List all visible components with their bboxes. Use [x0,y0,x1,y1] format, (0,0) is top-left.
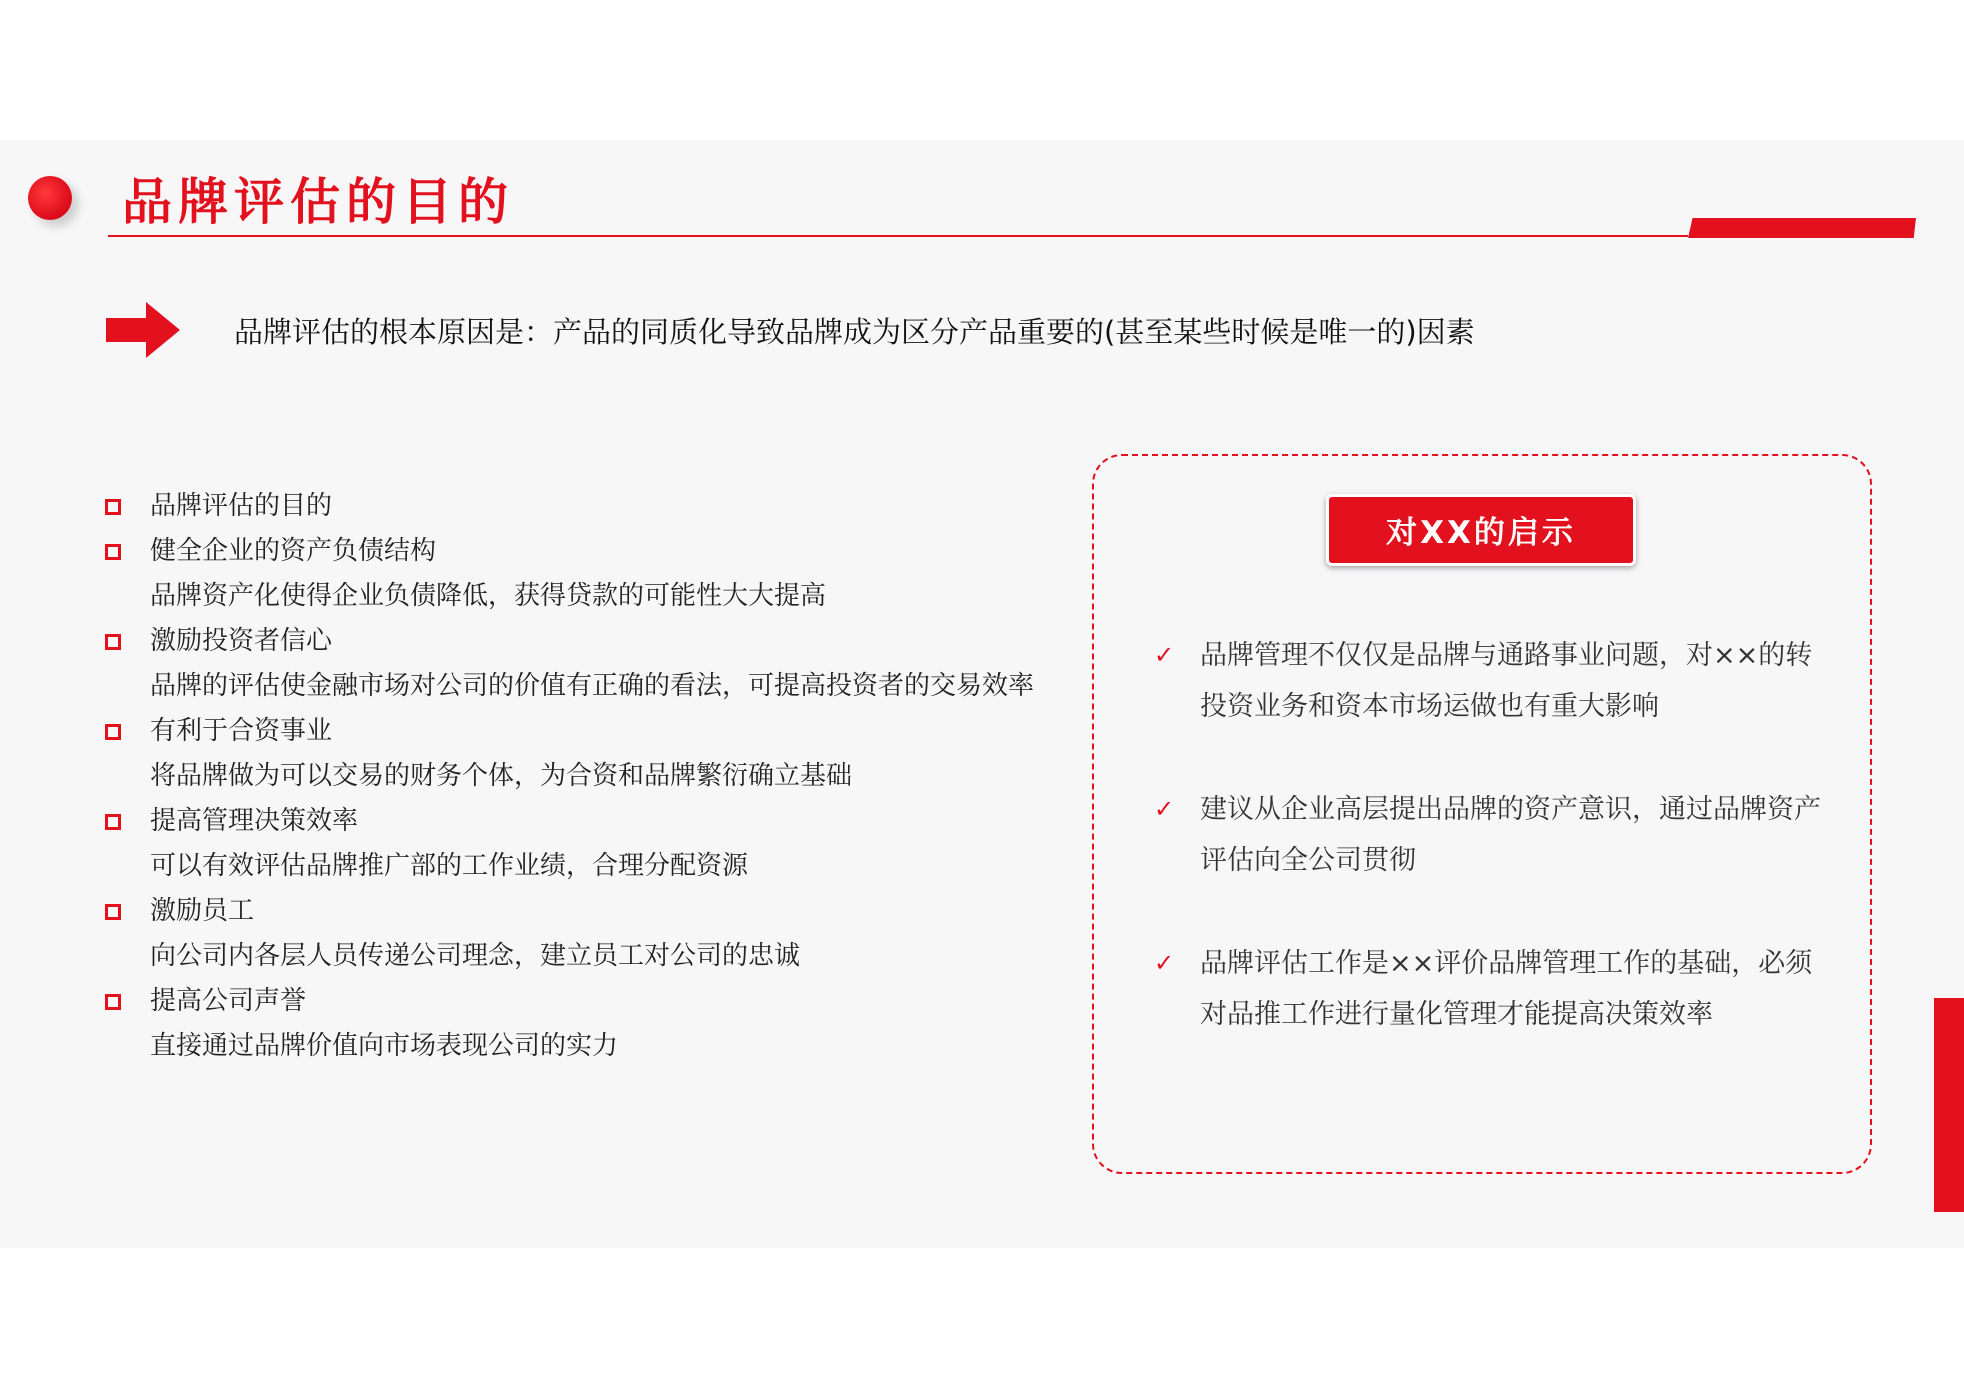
page-title: 品牌评估的目的 [122,173,514,231]
list-item-heading: 激励投资者信心 [150,626,333,656]
inspiration-point-text: 品牌管理不仅仅是品牌与通路事业问题，对××的转投资业务和资本市场运做也有重大影响 [1200,640,1813,722]
side-accent-tab [1934,998,1964,1212]
list-item-heading: 提高管理决策效率 [150,806,359,836]
list-item-description: 向公司内各层人员传递公司理念，建立员工对公司的忠诚 [150,941,801,971]
list-item-description: 直接通过品牌价值向市场表现公司的实力 [150,1031,619,1061]
slide [0,140,1964,1248]
check-icon: ✓ [1154,949,1175,977]
inspiration-point-text: 品牌评估工作是××评价品牌管理工作的基础，必须对品推工作进行量化管理才能提高决策效率 [1200,948,1813,1030]
title-dot-icon [28,176,72,220]
square-bullet-icon [105,544,121,560]
list-item-heading: 品牌评估的目的 [150,491,333,521]
purpose-list [100,484,1060,1069]
check-icon: ✓ [1154,641,1175,669]
check-icon: ✓ [1154,795,1175,823]
square-bullet-icon [105,634,121,650]
list-item [100,889,1060,979]
list-item-heading: 健全企业的资产负债结构 [150,536,437,566]
list-item-description: 品牌资产化使得企业负债降低，获得贷款的可能性大大提高 [150,581,827,611]
list-item [100,529,1060,619]
list-item-description: 品牌的评估使金融市场对公司的价值有正确的看法，可提高投资者的交易效率 [150,671,1035,701]
inspiration-point [1154,938,1834,1040]
list-item [100,799,1060,889]
square-bullet-icon [105,904,121,920]
list-item-heading: 有利于合资事业 [150,716,333,746]
list-item [100,979,1060,1069]
list-item [100,619,1060,709]
square-bullet-icon [105,814,121,830]
inspiration-box [1092,454,1872,1174]
list-item-heading: 激励员工 [150,896,255,926]
right-arrow-icon [106,302,180,358]
title-underline [108,235,1688,237]
list-item-heading: 提高公司声誉 [150,986,307,1016]
square-bullet-icon [105,724,121,740]
list-item [100,709,1060,799]
inspiration-point [1154,630,1834,732]
inspiration-point [1154,784,1834,886]
summary-text: 品牌评估的根本原因是：产品的同质化导致品牌成为区分产品重要的(甚至某些时候是唯一的)因素 [234,315,1475,349]
title-accent-bar [1688,218,1916,238]
list-item-description: 可以有效评估品牌推广部的工作业绩，合理分配资源 [150,851,749,881]
square-bullet-icon [105,499,121,515]
list-item [100,484,1060,529]
list-item-description: 将品牌做为可以交易的财务个体，为合资和品牌繁衍确立基础 [150,761,853,791]
square-bullet-icon [105,994,121,1010]
inspiration-badge: 对XX的启示 [1326,494,1636,566]
inspiration-point-text: 建议从企业高层提出品牌的资产意识，通过品牌资产评估向全公司贯彻 [1200,794,1821,876]
